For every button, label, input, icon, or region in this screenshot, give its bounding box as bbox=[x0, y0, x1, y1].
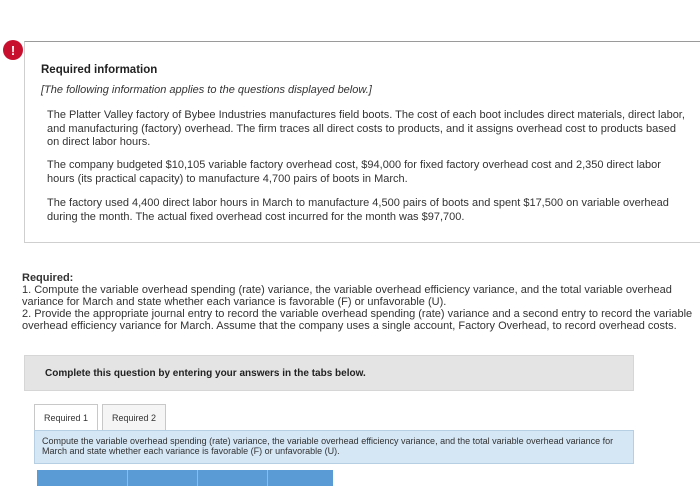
answer-header-cell bbox=[127, 470, 128, 486]
tab-instruction-text: Compute the variable overhead spending (rate) variance, the variable overhead efficiency variance, and the total variable overhead variance for March and state whether each variance is favorable (F) or unfavorable (U). bbox=[42, 436, 614, 456]
required-section bbox=[22, 272, 697, 332]
complete-instructions-text: Complete this question by entering your answers in the tabs below. bbox=[45, 368, 366, 379]
tab-instruction-box bbox=[34, 430, 634, 464]
tab-required-1[interactable]: Required 1 bbox=[34, 404, 98, 430]
required-item-1: 1. Compute the variable overhead spending (rate) variance, the variable overhead efficiency variance, and the total variable overhead variance for March and state whether each variance is favorable (F) or unfavorable (U). bbox=[22, 284, 672, 308]
alert-circle-icon: ! bbox=[3, 40, 23, 60]
info-paragraph: The factory used 4,400 direct labor hours in March to manufacture 4,500 pairs of boots and spent $17,500 on variable overhead during the month. The actual fixed overhead cost incurred for the month was $97,700. bbox=[47, 197, 669, 223]
info-note: [The following information applies to the questions displayed below.] bbox=[41, 84, 372, 96]
info-paragraph: The Platter Valley factory of Bybee Industries manufactures field boots. The cost of each boot includes direct materials, direct labor, and manufacturing (factory) overhead. The firm traces all direct costs to products, and it assigns overhead cost to products based on direct labor hours. bbox=[47, 109, 685, 148]
complete-instructions-box bbox=[24, 355, 634, 391]
info-title: Required information bbox=[41, 64, 158, 76]
required-label: Required: bbox=[22, 272, 74, 284]
required-item-2: 2. Provide the appropriate journal entry to record the variable overhead spending (rate) variance and a second entry to record the variable overhead efficiency variance for March. Assume that the company uses a single account, Factory Overhead, to record overhead costs. bbox=[22, 308, 693, 332]
answer-header-cell bbox=[197, 470, 198, 486]
tab-required-2[interactable]: Required 2 bbox=[102, 404, 166, 430]
info-paragraph: The company budgeted $10,105 variable factory overhead cost, $94,000 for fixed factory overhead cost and 2,350 direct labor hours (its practical capacity) to manufacture 4,700 pairs of boots in March. bbox=[47, 159, 661, 185]
tab-row bbox=[34, 404, 166, 430]
answer-header-cell bbox=[267, 470, 268, 486]
required-information-panel bbox=[24, 41, 700, 243]
answer-table-header bbox=[37, 470, 333, 486]
